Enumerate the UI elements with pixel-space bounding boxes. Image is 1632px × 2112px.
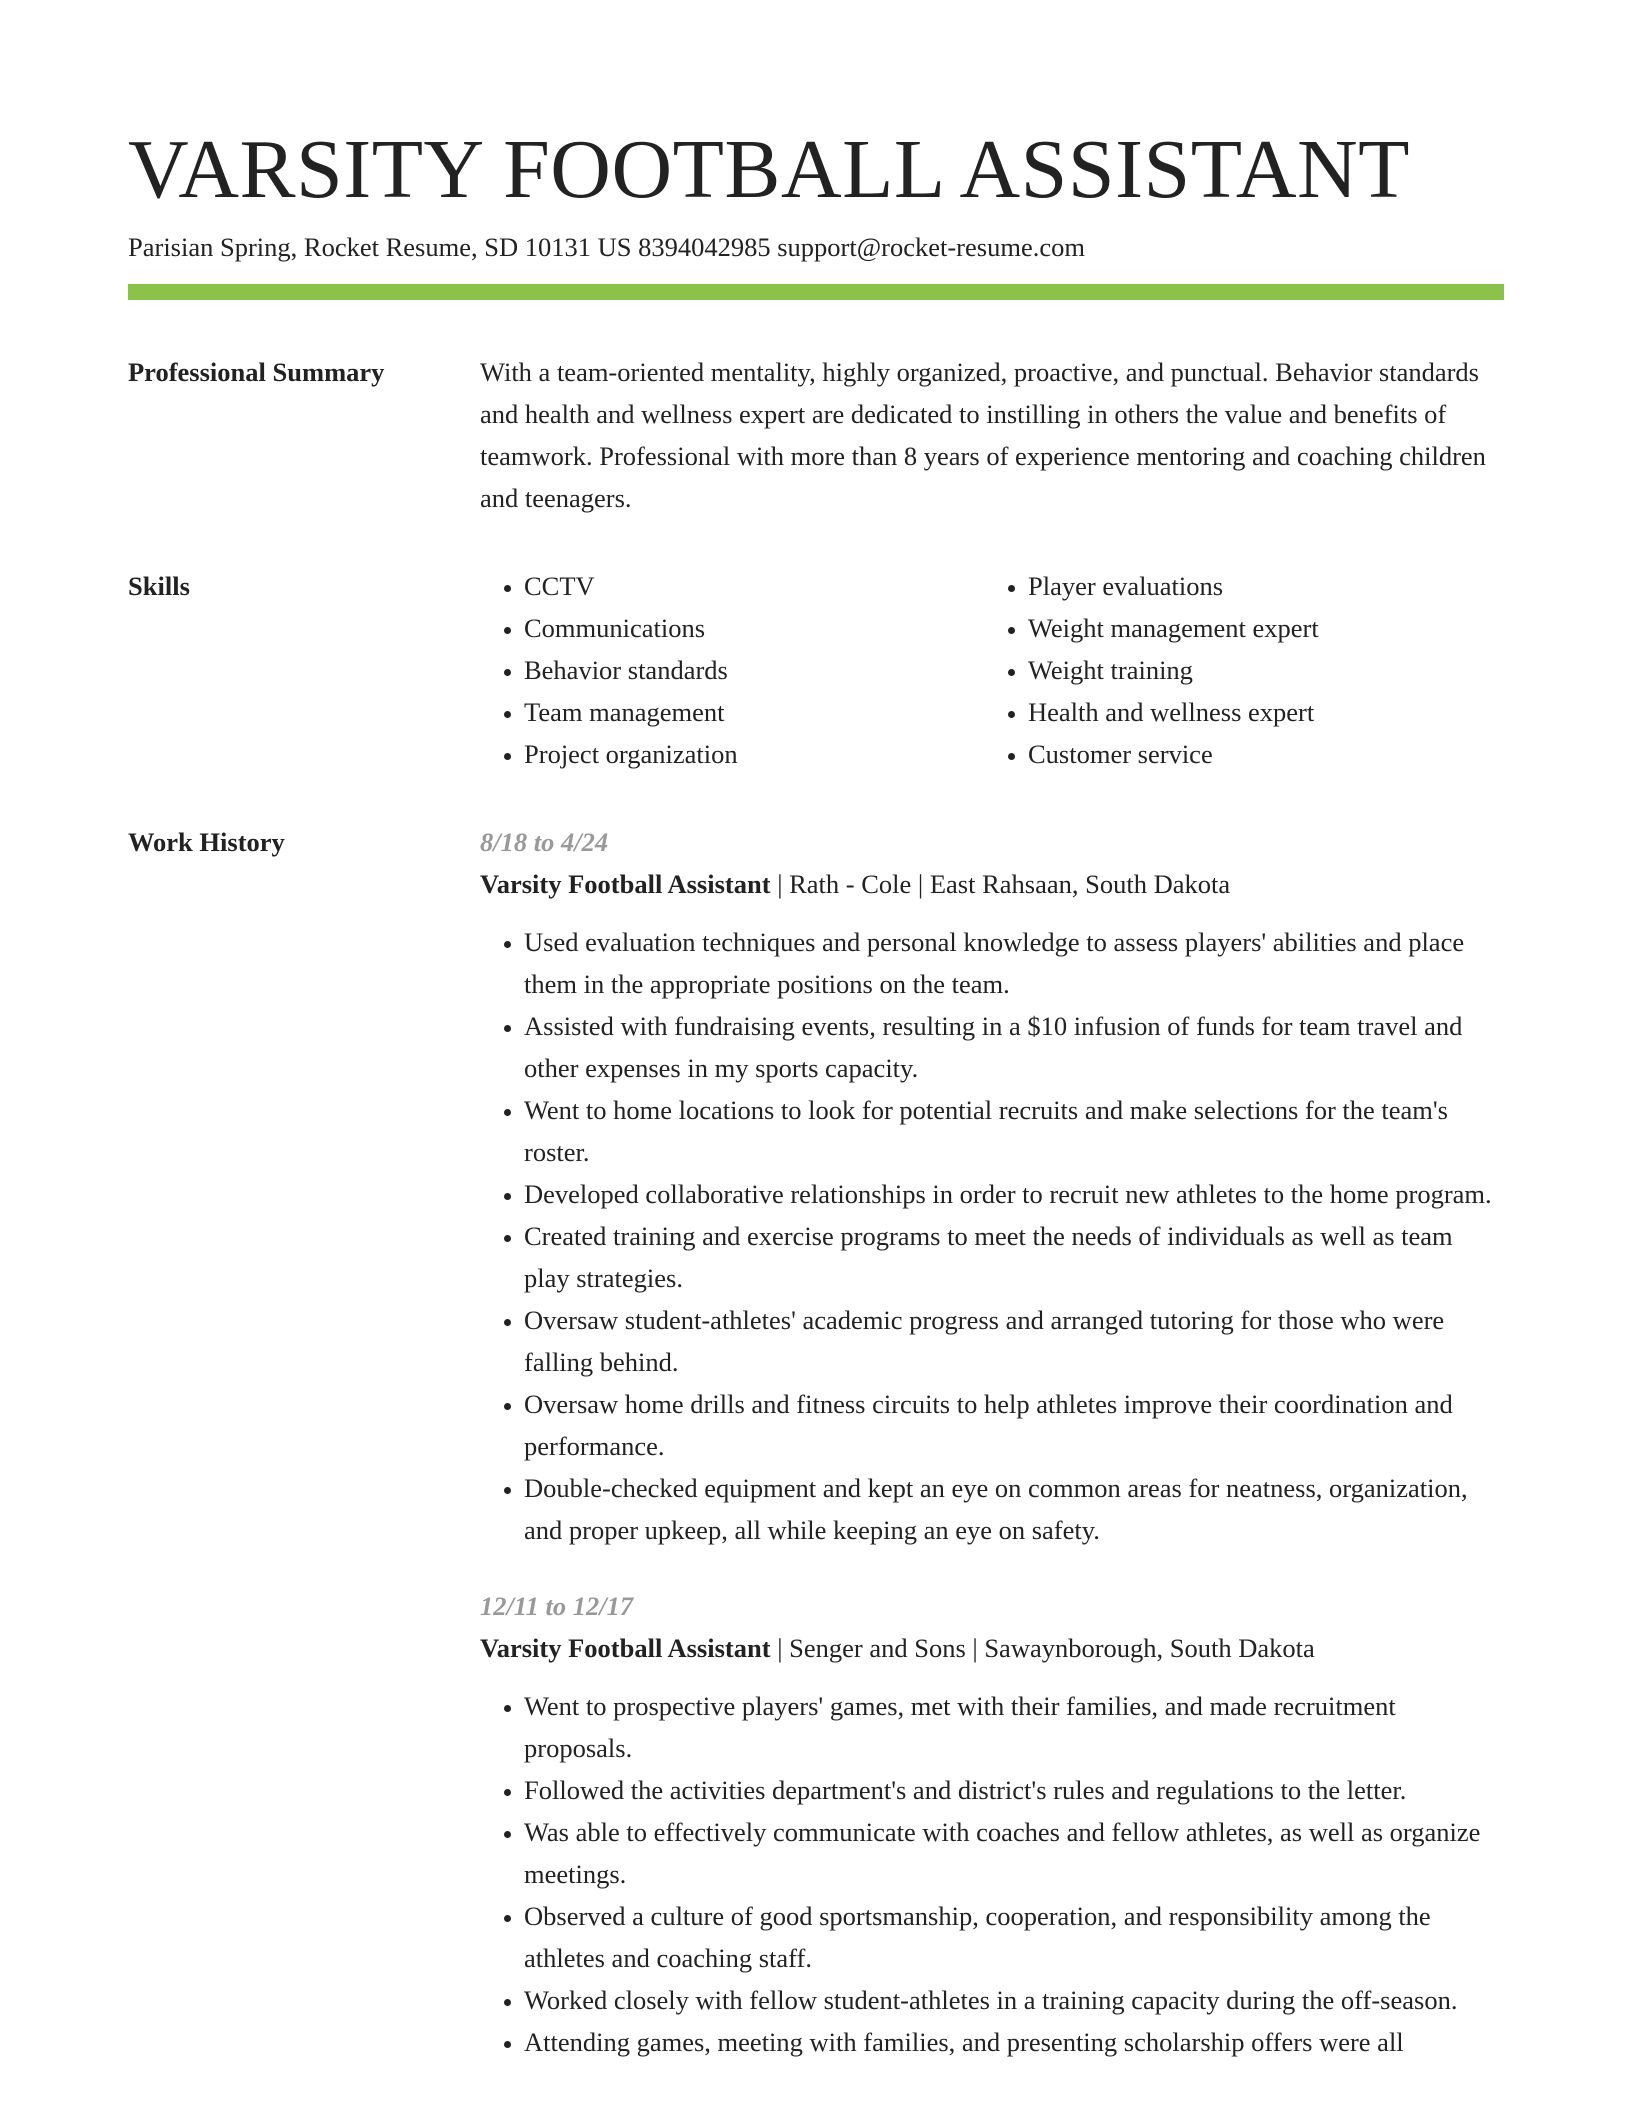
job-title: Varsity Football Assistant (480, 869, 771, 899)
resume-name-heading: VARSITY FOOTBALL ASSISTANT (128, 123, 1410, 216)
job-bullet: • Used evaluation techniques and personal knowledge to assess players' abilities and place them in the appropriate positions on the team. (524, 921, 1504, 1005)
skill-item: • CCTV (524, 565, 984, 607)
job-bullet: • Assisted with fundraising events, resulting in a $10 infusion of funds for team travel and other expenses in my sports capacity. (524, 1005, 1504, 1089)
job-bullet: • Developed collaborative relationships in order to recruit new athletes to the home program. (524, 1173, 1504, 1215)
skill-item: • Weight management expert (1028, 607, 1488, 649)
job-dates: 8/18 to 4/24 (480, 827, 609, 857)
work-history-body (480, 821, 1504, 2097)
work-history-label: Work History (128, 827, 285, 857)
job-bullet: • Observed a culture of good sportsmanship, cooperation, and responsibility among the athletes and coaching staff. (524, 1895, 1504, 1979)
job-bullet: • Oversaw student-athletes' academic progress and arranged tutoring for those who were falling behind. (524, 1299, 1504, 1383)
skill-item: • Customer service (1028, 733, 1488, 775)
accent-divider (128, 284, 1504, 300)
skill-item: • Player evaluations (1028, 565, 1488, 607)
job-entry (480, 821, 1504, 1551)
skill-item: • Behavior standards (524, 649, 984, 691)
skill-item: • Team management (524, 691, 984, 733)
job-bullet: • Double-checked equipment and kept an eye on common areas for neatness, organization, and proper upkeep, all while keeping an eye on safety. (524, 1467, 1504, 1551)
contact-line: Parisian Spring, Rocket Resume, SD 10131 US 8394042985 support@rocket-resume.com (128, 232, 1085, 262)
skills-list-column-1 (480, 565, 984, 775)
job-bullets (480, 1685, 1504, 2063)
job-bullet: • Followed the activities department's and district's rules and regulations to the letter. (524, 1769, 1504, 1811)
skill-item: • Weight training (1028, 649, 1488, 691)
job-title-line (480, 1627, 1504, 1669)
job-title-line (480, 863, 1504, 905)
job-bullets (480, 921, 1504, 1551)
job-bullet: • Created training and exercise programs to meet the needs of individuals as well as team play strategies. (524, 1215, 1504, 1299)
summary-label: Professional Summary (128, 357, 385, 387)
resume-page (128, 0, 1504, 2097)
job-company-location: | Senger and Sons | Sawaynborough, South Dakota (770, 1633, 1315, 1663)
job-title: Varsity Football Assistant (480, 1633, 771, 1663)
job-bullet: • Attending games, meeting with families, and presenting scholarship offers were all (524, 2021, 1504, 2063)
skills-section (128, 565, 1504, 775)
work-history-section (128, 821, 1504, 2097)
skill-item: • Health and wellness expert (1028, 691, 1488, 733)
job-company-location: | Rath - Cole | East Rahsaan, South Dakota (770, 869, 1231, 899)
job-bullet: • Was able to effectively communicate with coaches and fellow athletes, as well as organize meetings. (524, 1811, 1504, 1895)
skills-list-column-2 (984, 565, 1488, 775)
job-bullet: • Went to home locations to look for potential recruits and make selections for the team's roster. (524, 1089, 1504, 1173)
skills-label: Skills (128, 571, 190, 601)
skills-body (480, 565, 1504, 775)
job-bullet: • Oversaw home drills and fitness circuits to help athletes improve their coordination and performance. (524, 1383, 1504, 1467)
summary-section (128, 351, 1504, 519)
job-dates: 12/11 to 12/17 (480, 1591, 634, 1621)
job-bullet: • Worked closely with fellow student-athletes in a training capacity during the off-season. (524, 1979, 1504, 2021)
job-entry (480, 1585, 1504, 2063)
skill-item: • Communications (524, 607, 984, 649)
skill-item: • Project organization (524, 733, 984, 775)
summary-text: With a team-oriented mentality, highly organized, proactive, and punctual. Behavior standards and health and wellness expert are dedicated to instilling in others the value and benefits of teamwork. Professional with more than 8 years of experience mentoring and coaching children and teenagers. (480, 357, 1486, 513)
summary-body (480, 351, 1504, 519)
job-bullet: • Went to prospective players' games, met with their families, and made recruitment proposals. (524, 1685, 1504, 1769)
